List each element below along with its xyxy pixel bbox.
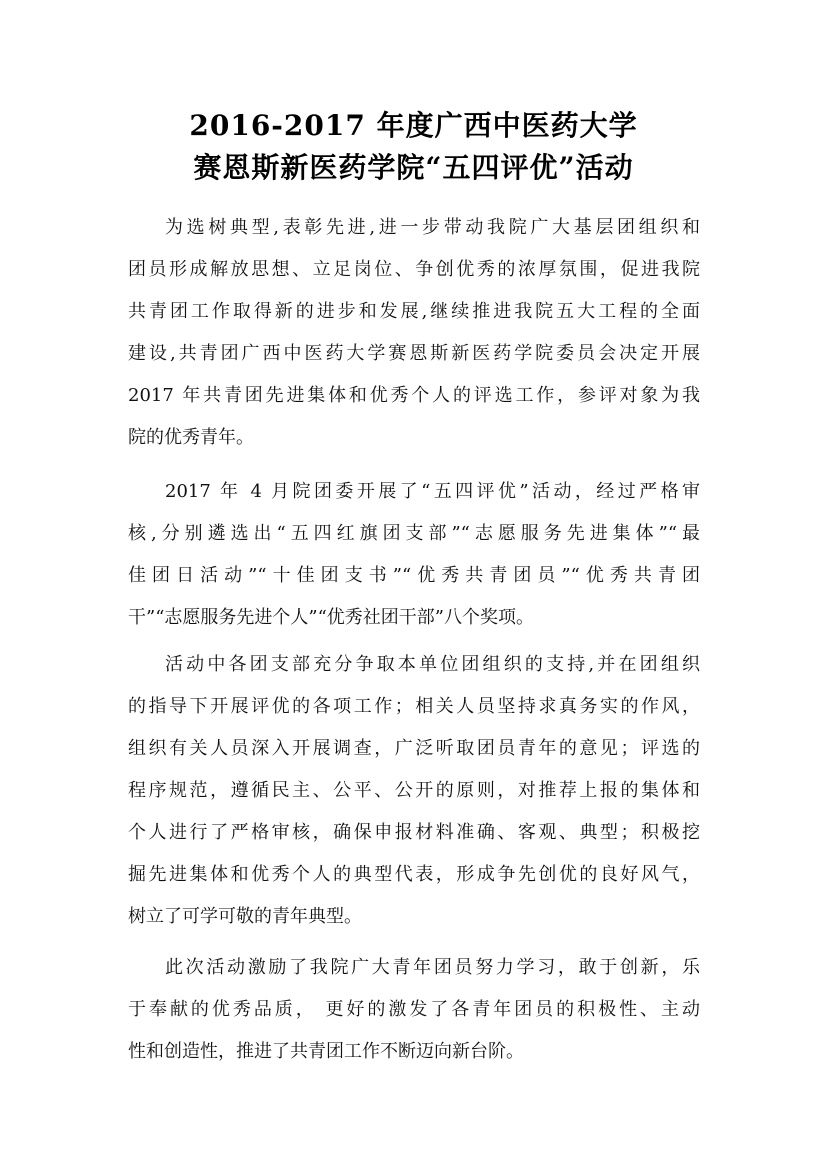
paragraph-line: 掘先进集体和优秀个人的典型代表，形成争先创优的良好风气， [128, 864, 700, 885]
paragraph-line: 性和创造性，推进了共青团工作不断迈向新台阶。 [128, 1041, 524, 1062]
paragraph-line: 佳团日活动”“十佳团支书”“优秀共青团员”“优秀共青团 [128, 565, 700, 586]
document-title-line-1: 2016-2017 年度广西中医药大学 [189, 109, 638, 142]
paragraph-line: 建设,共青团广西中医药大学赛恩斯新医药学院委员会决定开展 [128, 343, 700, 364]
paragraph-line: 个人进行了严格审核，确保申报材料准确、客观、典型；积极挖 [128, 822, 700, 843]
paragraph-line: 于奉献的优秀品质， 更好的激发了各青年团员的积极性、主动 [128, 999, 700, 1020]
paragraph-line: 为选树典型,表彰先进,进一步带动我院广大基层团组织和 [165, 217, 700, 238]
paragraph-line: 共青团工作取得新的进步和发展,继续推进我院五大工程的全面 [128, 301, 700, 322]
paragraph-line: 院的优秀青年。 [128, 427, 254, 448]
paragraph-line: 树立了可学可敬的青年典型。 [128, 906, 362, 927]
paragraph-line: 活动中各团支部充分争取本单位团组织的支持,并在团组织 [165, 654, 700, 675]
paragraph-line: 2017 年 4 月院团委开展了“五四评优”活动，经过严格审 [165, 481, 700, 502]
paragraph-line: 团员形成解放思想、立足岗位、争创优秀的浓厚氛围，促进我院 [128, 259, 700, 280]
document-title-line-2: 赛恩斯新医药学院“五四评优”活动 [193, 151, 634, 184]
paragraph-line: 的指导下开展评优的各项工作；相关人员坚持求真务实的作风， [128, 696, 700, 717]
paragraph-line: 程序规范，遵循民主、公平、公开的原则，对推荐上报的集体和 [128, 780, 700, 801]
paragraph-line: 此次活动激励了我院广大青年团员努力学习，敢于创新，乐 [165, 957, 700, 978]
paragraph-line: 干”“志愿服务先进个人”“优秀社团干部”八个奖项。 [128, 607, 535, 628]
paragraph-line: 2017 年共青团先进集体和优秀个人的评选工作，参评对象为我 [128, 385, 700, 406]
paragraph-line: 组织有关人员深入开展调查，广泛听取团员青年的意见；评选的 [128, 738, 700, 759]
paragraph-line: 核,分别遴选出“五四红旗团支部”“志愿服务先进集体”“最 [128, 523, 700, 544]
